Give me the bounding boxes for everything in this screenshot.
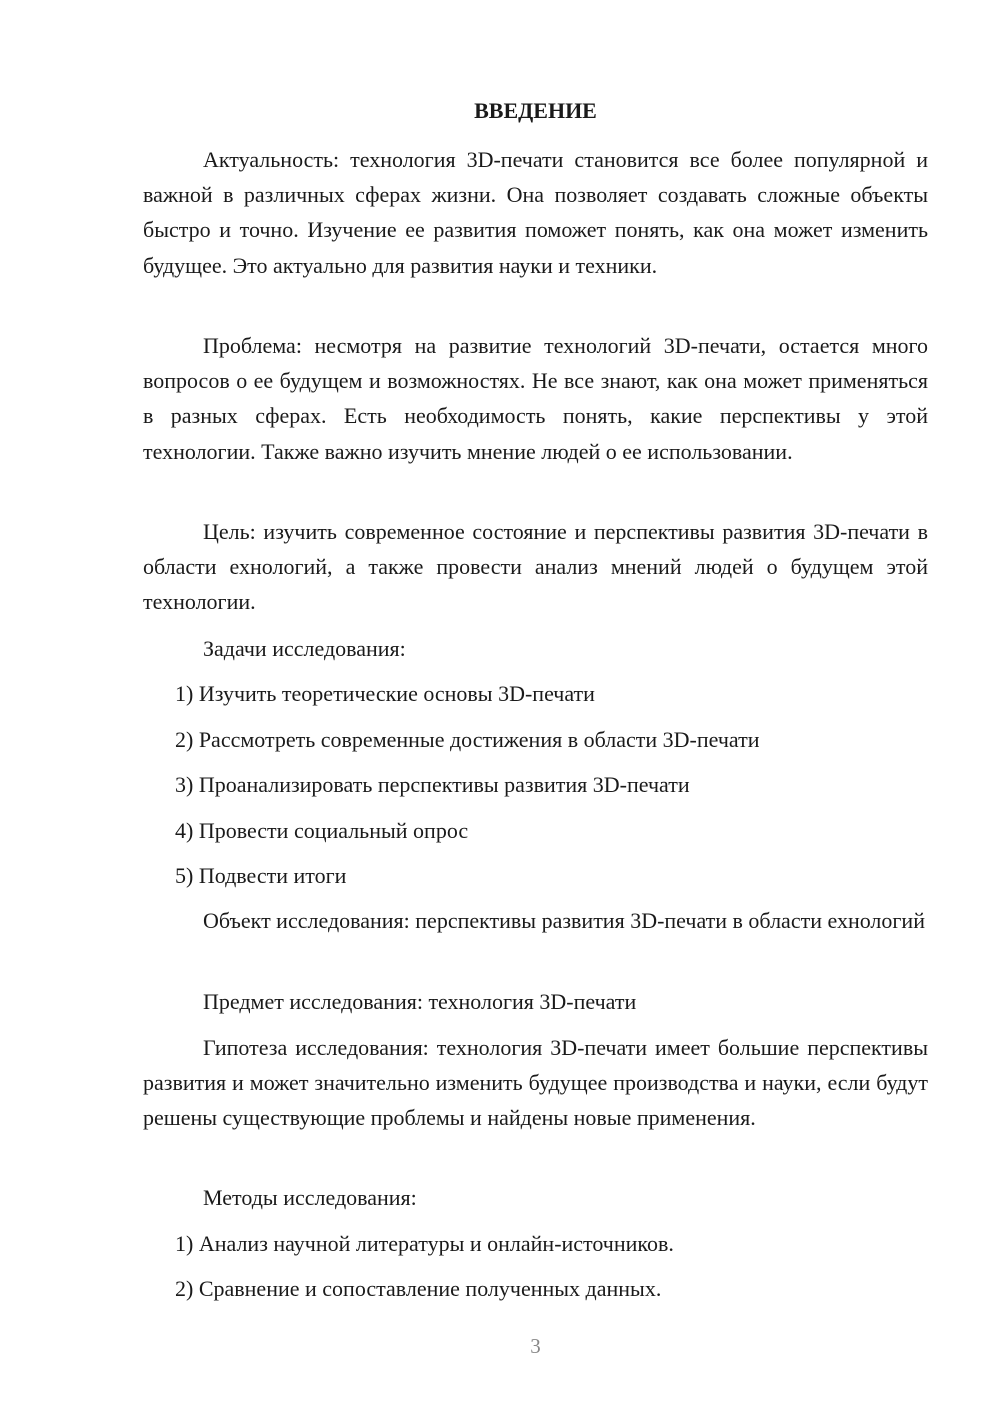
problem-paragraph: Проблема: несмотря на развитие технологий 3D-печати, остается много вопросов о ее будущем и возможностях. Не все знают, как она может применяться в разных сферах. Есть необходимость понять, какие перспективы у этой технологии. Также важно изучить мнение людей о ее использовании. (143, 333, 928, 464)
method-item: 1) Анализ научной литературы и онлайн-источников. (175, 1231, 674, 1256)
task-item: 4) Провести социальный опрос (175, 818, 469, 843)
method-item: 2) Сравнение и сопоставление полученных данных. (175, 1276, 662, 1301)
page-number: 3 (530, 1334, 541, 1358)
task-item: 2) Рассмотреть современные достижения в области 3D-печати (175, 727, 760, 752)
document-page (143, 0, 928, 1414)
task-item: 3) Проанализировать перспективы развития 3D-печати (175, 772, 690, 797)
relevance-paragraph: Актуальность: технология 3D-печати становится все более популярной и важной в различных сферах жизни. Она позволяет создавать сложные объекты быстро и точно. Изучение ее развития поможет понять, как она может изменить будущее. Это актуально для развития науки и техники. (143, 147, 928, 278)
section-title: ВВЕДЕНИЕ (474, 98, 597, 123)
subject-paragraph: Предмет исследования: технология 3D-печати (203, 989, 637, 1014)
goal-paragraph: Цель: изучить современное состояние и перспективы развития 3D-печати в области ехнологий, а также провести анализ мнений людей о будущем этой технологии. (143, 519, 928, 615)
task-item: 5) Подвести итоги (175, 863, 347, 888)
hypothesis-paragraph: Гипотеза исследования: технология 3D-печати имеет большие перспективы развития и может значительно изменить будущее производства и науки, если будут решены существующие проблемы и найдены новые применения. (143, 1035, 928, 1131)
task-item: 1) Изучить теоретические основы 3D-печати (175, 681, 595, 706)
tasks-heading: Задачи исследования: (203, 636, 406, 661)
methods-heading: Методы исследования: (203, 1185, 417, 1210)
object-paragraph: Объект исследования: перспективы развития 3D-печати в области ехнологий (203, 908, 925, 933)
